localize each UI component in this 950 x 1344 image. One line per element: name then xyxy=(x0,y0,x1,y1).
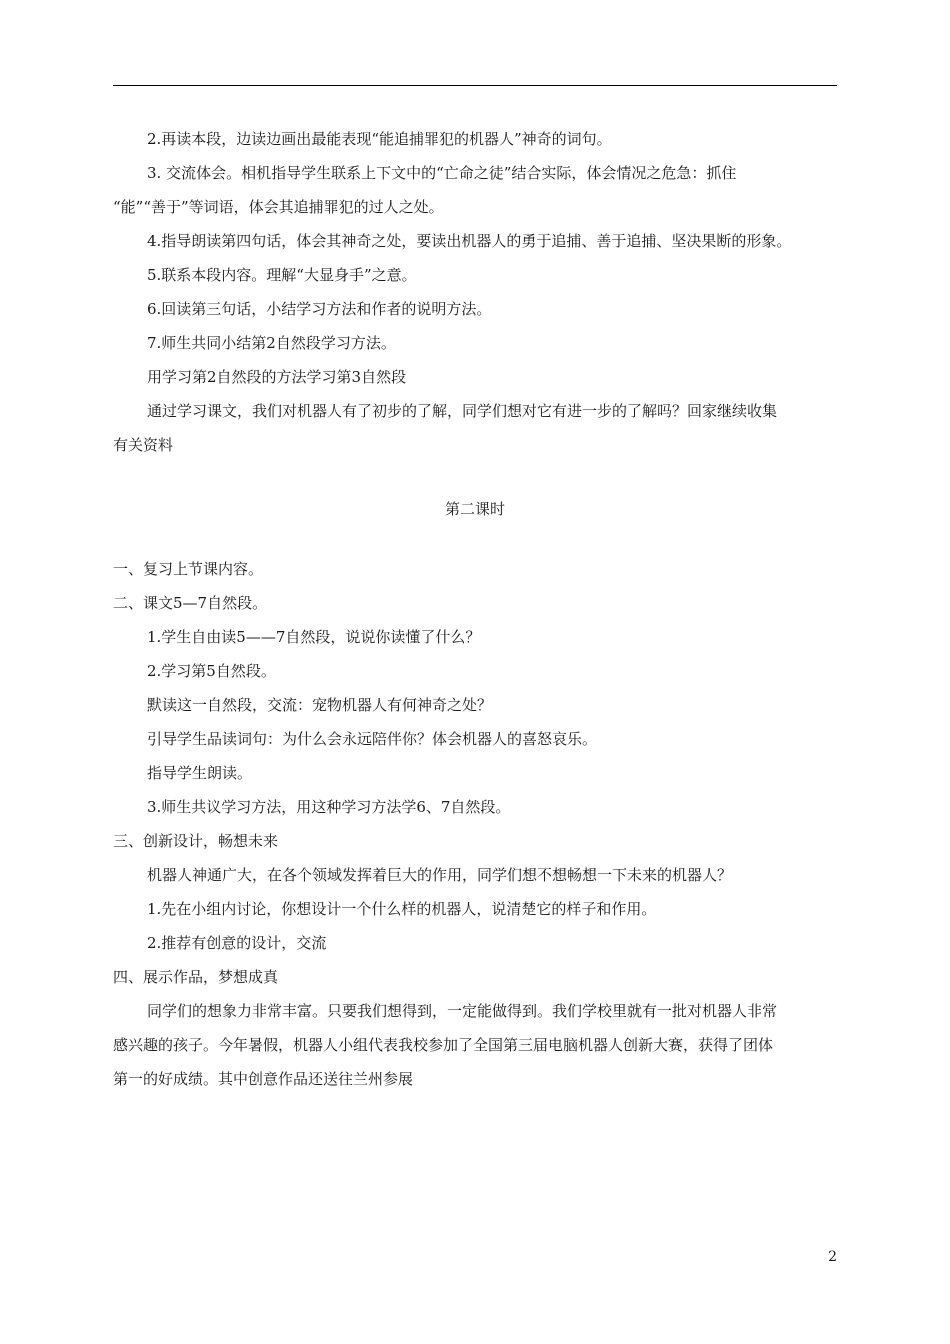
paragraph-line: 1.学生自由读5——7自然段，说说你读懂了什么？ xyxy=(147,628,481,646)
heading-line: 二、课文5—7自然段。 xyxy=(113,594,268,612)
paragraph-line: 7.师生共同小结第2自然段学习方法。 xyxy=(147,334,396,352)
header-rule xyxy=(113,85,837,86)
paragraph-line: 机器人神通广大，在各个领域发挥着巨大的作用，同学们想不想畅想一下未来的机器人？ xyxy=(147,866,733,884)
heading-line: 一、复习上节课内容。 xyxy=(113,560,264,578)
paragraph-line: 3.师生共议学习方法，用这种学习方法学6、7自然段。 xyxy=(147,798,511,816)
paragraph-line: 2.推荐有创意的设计，交流 xyxy=(147,934,327,952)
paragraph-line: 用学习第2自然段的方法学习第3自然段 xyxy=(147,368,407,386)
paragraph-line: 6.回读第三句话，小结学习方法和作者的说明方法。 xyxy=(147,300,492,318)
section-title: 第二课时 xyxy=(444,500,505,518)
paragraph-line: 感兴趣的孩子。今年暑假，机器人小组代表我校参加了全国第三届电脑机器人创新大赛，获得了团体 xyxy=(113,1036,774,1054)
paragraph-line: 指导学生朗读。 xyxy=(147,764,253,782)
paragraph-line: 4.指导朗读第四句话，体会其神奇之处，要读出机器人的勇于追捕、善于追捕、坚决果断的形象。 xyxy=(147,232,792,250)
paragraph-line: 默读这一自然段，交流：宠物机器人有何神奇之处？ xyxy=(147,696,493,714)
paragraph-line: 引导学生品读词句：为什么会永远陪伴你？体会机器人的喜怒哀乐。 xyxy=(147,730,598,748)
paragraph-line: 有关资料 xyxy=(113,436,174,454)
paragraph-line: 2.学习第5自然段。 xyxy=(147,662,276,680)
paragraph-line: 1.先在小组内讨论，你想设计一个什么样的机器人，说清楚它的样子和作用。 xyxy=(147,900,657,918)
paragraph-line: 3. 交流体会。相机指导学生联系上下文中的“亡命之徒”结合实际，体会情况之危急：抓住 xyxy=(147,164,737,182)
paragraph-line: “能”“善于”等词语，体会其追捕罪犯的过人之处。 xyxy=(113,198,444,216)
heading-line: 三、创新设计，畅想未来 xyxy=(113,832,279,850)
paragraph-line: 2.再读本段，边读边画出最能表现“能追捕罪犯的机器人”神奇的词句。 xyxy=(147,130,612,148)
heading-line: 四、展示作品，梦想成真 xyxy=(113,968,279,986)
paragraph-line: 通过学习课文，我们对机器人有了初步的了解，同学们想对它有进一步的了解吗？回家继续收集 xyxy=(147,402,778,420)
paragraph-line: 第一的好成绩。其中创意作品还送往兰州参展 xyxy=(113,1070,414,1088)
spacer xyxy=(113,462,837,492)
paragraph-line: 同学们的想象力非常丰富。只要我们想得到，一定能做得到。我们学校里就有一批对机器人非常 xyxy=(147,1002,778,1020)
document-body xyxy=(113,122,837,1096)
page-number: 2 xyxy=(828,1249,837,1265)
spacer xyxy=(113,526,837,552)
paragraph-line: 5.联系本段内容。理解“大显身手”之意。 xyxy=(147,266,417,284)
